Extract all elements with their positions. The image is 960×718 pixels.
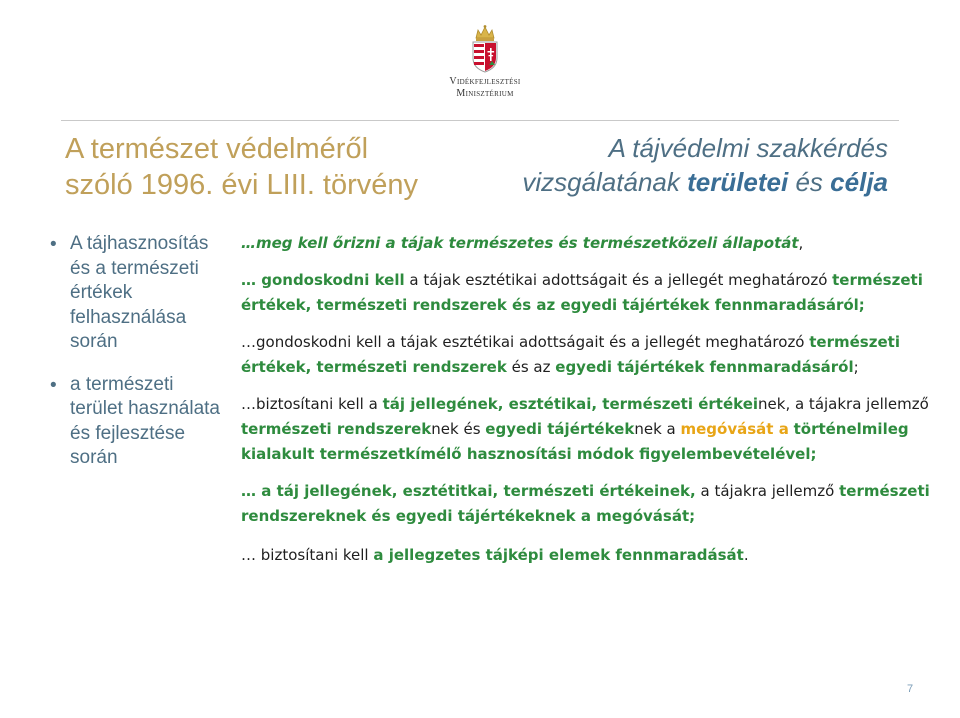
ministry-logo: [430, 24, 540, 100]
excerpt-text: …gondoskodni kell a tájak esztétikai adottságait és a jellegét meghatározó: [241, 333, 810, 351]
sidebar-bullet-label: a természeti terület használata és fejlesztése során: [70, 373, 220, 468]
excerpt-text: … biztosítani kell: [241, 546, 374, 564]
excerpt-text: a tájakra jellemző: [695, 482, 840, 500]
excerpt-text: a tájak esztétikai adottságait és a jellegét meghatározó: [404, 271, 833, 289]
slide-title-keyword-purpose: célja: [830, 167, 888, 197]
excerpt-text: táj jellegének, esztétikai, természeti értékei: [382, 395, 759, 413]
excerpt-text: természeti értékek, természeti rendszerek és az egyedi tájértékek fennmaradásáról;: [241, 271, 923, 314]
excerpt-text: ;: [853, 358, 859, 376]
excerpt-text: természeti rendszereknek és egyedi tájértékeknek a megóvását;: [241, 482, 930, 525]
excerpt-text: … gondoskodni kell: [241, 271, 405, 289]
header-divider: [61, 120, 899, 121]
excerpt-text: nek és: [431, 420, 486, 438]
excerpt-text: ,: [798, 234, 804, 252]
excerpt-text: .: [743, 546, 749, 564]
excerpt-paragraph: [241, 479, 931, 529]
excerpt-text: nek, a tájakra jellemző: [758, 395, 929, 413]
slide-title-text-c: és: [788, 167, 831, 197]
excerpt-text: …biztosítani kell a: [241, 395, 383, 413]
slide-title-text-a: vizsgálatának: [522, 167, 688, 197]
bullet-dot-icon: •: [50, 374, 57, 396]
hungarian-coat-of-arms-icon: [468, 24, 502, 74]
excerpt-paragraph: [241, 268, 931, 318]
excerpt-paragraph: [241, 231, 931, 256]
ministry-name-line2: Minisztérium: [456, 88, 514, 99]
law-title-line2: szóló 1996. évi LIII. törvény: [65, 169, 419, 201]
excerpt-text: … a táj jellegének, esztétitkai, természeti értékeinek,: [241, 482, 696, 500]
excerpt-text: történelmileg kialakult természetkímélő hasznosítási módok figyelembevételével;: [241, 420, 909, 463]
excerpt-paragraph: [241, 392, 931, 467]
excerpt-text: megóvását a: [680, 420, 789, 438]
excerpt-text: természeti értékek, természeti rendszerek: [241, 333, 900, 376]
law-title-line1: A természet védelméről: [65, 133, 369, 165]
excerpt-text: természeti rendszerek: [241, 420, 432, 438]
sidebar-bullets: [48, 232, 228, 471]
bullet-dot-icon: •: [50, 234, 57, 255]
excerpt-paragraph: [241, 330, 931, 380]
excerpt-text: a jellegzetes tájképi elemek fennmaradását: [373, 546, 744, 564]
ministry-name-line1: Vidékfejlesztési: [449, 76, 521, 87]
excerpt-text: …meg kell őrizni a tájak természetes és természetközeli állapotát: [241, 234, 799, 252]
excerpt-paragraph: [241, 543, 931, 568]
law-excerpts: [241, 231, 931, 568]
excerpt-text: nek a: [634, 420, 681, 438]
law-title: [65, 131, 445, 203]
excerpt-text: egyedi tájértékek: [485, 420, 635, 438]
sidebar-bullet-item: [48, 232, 228, 355]
slide-title-line1: A tájvédelmi szakkérdés: [608, 133, 888, 163]
slide-title: [470, 131, 888, 199]
sidebar-bullet-label: A tájhasznosítás és a természeti értékek felhasználása során: [70, 233, 209, 352]
excerpt-text: és az: [506, 358, 556, 376]
slide-title-keyword-areas: területei: [687, 167, 789, 197]
sidebar-bullet-item: [48, 373, 228, 471]
excerpt-text: egyedi tájértékek fennmaradásáról: [555, 358, 854, 376]
page-number: 7: [907, 683, 914, 695]
slide-title-line2: [470, 165, 888, 199]
